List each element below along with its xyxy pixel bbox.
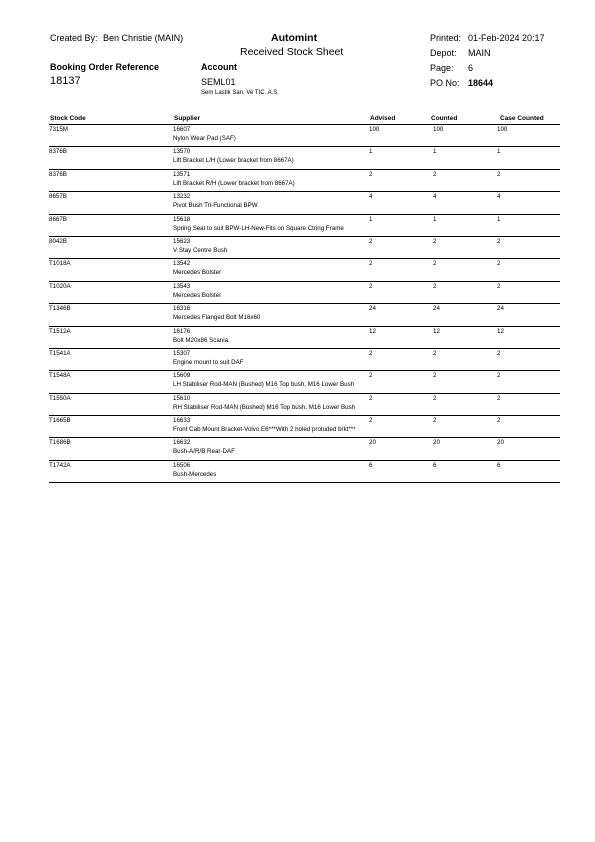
counted-cell: 4 [433, 192, 497, 214]
printed-value: 01-Feb-2024 20:17 [468, 33, 545, 43]
case-counted-cell: 20 [497, 438, 560, 460]
stock-code-cell: T1512A [49, 326, 173, 348]
company-name: Automint [271, 32, 318, 44]
supplier-cell [173, 438, 369, 460]
item-description: Engine mount to suit DAF [173, 358, 244, 366]
stock-code-cell: 8042B [49, 236, 173, 258]
item-description: Nylon Wear Pad (SAF) [173, 135, 236, 142]
stock-code-cell: T1742A [49, 460, 173, 482]
advised-cell: 6 [369, 460, 433, 482]
case-counted-cell: 2 [497, 416, 560, 438]
table-row [49, 147, 560, 169]
supplier-cell [173, 169, 369, 191]
printed-label: Printed: [430, 33, 462, 43]
supplier-code: 13571 [173, 170, 191, 178]
created-by-label: Created By: [50, 33, 98, 43]
item-description: Pivot Bush Tri-Functional BPW [173, 202, 258, 210]
advised-cell: 100 [369, 125, 433, 147]
item-description: Mercedes Bolster [173, 269, 222, 277]
item-description: RH Stabiliser Rod-MAN (Bushed) M16 Top bush, M16 Lower Bush [173, 403, 356, 411]
counted-cell: 20 [433, 438, 497, 460]
supplier-cell [173, 371, 369, 393]
case-counted-cell: 2 [497, 236, 560, 258]
stock-code-cell: 8376B [49, 147, 173, 169]
item-description: V Stay Centre Bush [173, 246, 228, 254]
advised-cell: 2 [369, 371, 433, 393]
stock-code-cell: T1686B [49, 438, 173, 460]
table-row [49, 236, 560, 258]
table-row [49, 169, 560, 191]
account-code: SEML01 [201, 77, 236, 87]
supplier-code: 16316 [173, 305, 191, 313]
case-counted-cell: 1 [497, 214, 560, 236]
table-row [49, 460, 560, 482]
supplier-code: 16607 [173, 126, 191, 133]
account-name: Sem Lastik San. Ve TIC. A.S. [201, 90, 279, 96]
item-description: Lift Bracket L/H (Lower bracket from 8667A) [173, 157, 294, 165]
po-label: PO No: [430, 78, 460, 88]
stock-table [49, 125, 560, 483]
page-number: 6 [468, 63, 474, 73]
booking-ref-label: Booking Order Reference [50, 62, 160, 72]
supplier-code: 16506 [173, 461, 191, 469]
supplier-code: 15307 [173, 349, 191, 357]
supplier-code: 13543 [173, 282, 191, 290]
counted-cell: 2 [433, 236, 497, 258]
col-advised: Advised [370, 115, 396, 122]
case-counted-cell: 100 [497, 125, 560, 147]
item-description: Front Cab Mount Bracket-Volvo E6***With 2 holed protuded brkt*** [173, 426, 356, 434]
depot-value: MAIN [468, 48, 491, 58]
advised-cell: 2 [369, 416, 433, 438]
advised-cell: 1 [369, 147, 433, 169]
counted-cell: 1 [433, 214, 497, 236]
counted-cell: 2 [433, 416, 497, 438]
table-row [49, 371, 560, 393]
supplier-cell [173, 281, 369, 303]
stock-code-cell: T1020A [49, 281, 173, 303]
account-label: Account [201, 62, 237, 72]
advised-cell: 2 [369, 348, 433, 370]
advised-cell: 2 [369, 281, 433, 303]
col-stock-code: Stock Code [50, 115, 86, 122]
supplier-code: 16633 [173, 417, 191, 425]
supplier-cell [173, 192, 369, 214]
case-counted-cell: 2 [497, 259, 560, 281]
supplier-code: 15623 [173, 237, 191, 245]
table-row [49, 416, 560, 438]
table-row [49, 348, 560, 370]
table-row [49, 393, 560, 415]
stock-code-cell: T1548A [49, 371, 173, 393]
supplier-cell [173, 416, 369, 438]
stock-code-cell: 8657B [49, 192, 173, 214]
counted-cell: 1 [433, 147, 497, 169]
counted-cell: 2 [433, 393, 497, 415]
stock-code-cell: T1665B [49, 416, 173, 438]
supplier-code: 15610 [173, 394, 191, 402]
col-counted: Counted [431, 115, 458, 122]
supplier-code: 15609 [173, 372, 191, 380]
advised-cell: 1 [369, 214, 433, 236]
stock-code-cell: T1541A [49, 348, 173, 370]
stock-code-cell: 7315M [49, 125, 173, 147]
counted-cell: 6 [433, 460, 497, 482]
counted-cell: 2 [433, 371, 497, 393]
advised-cell: 4 [369, 192, 433, 214]
supplier-code: 16632 [173, 439, 191, 447]
advised-cell: 24 [369, 304, 433, 326]
counted-cell: 2 [433, 348, 497, 370]
stock-code-cell: 8376B [49, 169, 173, 191]
col-case-counted: Case Counted [500, 115, 544, 122]
stock-code-cell: 8667B [49, 214, 173, 236]
advised-cell: 12 [369, 326, 433, 348]
created-by-value: Ben Christie (MAIN) [103, 33, 184, 43]
supplier-code: 13232 [173, 193, 191, 201]
advised-cell: 20 [369, 438, 433, 460]
supplier-cell [173, 259, 369, 281]
supplier-cell [173, 236, 369, 258]
case-counted-cell: 24 [497, 304, 560, 326]
item-description: Bush-A/R/B Rear-DAF [173, 448, 235, 456]
item-description: Lift Bracket R/H (Lower bracket from 8667A) [173, 179, 295, 187]
table-row [49, 438, 560, 460]
counted-cell: 24 [433, 304, 497, 326]
table-row [49, 125, 560, 147]
po-number: 18644 [468, 78, 494, 88]
supplier-cell [173, 393, 369, 415]
supplier-code: 16176 [173, 327, 191, 335]
item-description: Mercedes Bolster [173, 291, 222, 299]
table-row [49, 259, 560, 281]
depot-label: Depot: [430, 48, 457, 58]
supplier-cell [173, 460, 369, 482]
supplier-cell [173, 304, 369, 326]
item-description: Spring Seat to suit BPW-LH-New-Fits on Square Ctring Frame [173, 224, 344, 232]
stock-code-cell: T1018A [49, 259, 173, 281]
document-title: Received Stock Sheet [240, 46, 344, 58]
case-counted-cell: 1 [497, 147, 560, 169]
supplier-code: 13542 [173, 260, 191, 268]
advised-cell: 2 [369, 169, 433, 191]
supplier-cell [173, 214, 369, 236]
item-description: LH Stabiliser Rod-MAN (Bushed) M16 Top bush, M16 Lower Bush [173, 381, 355, 389]
case-counted-cell: 6 [497, 460, 560, 482]
stock-code-cell: T1346B [49, 304, 173, 326]
supplier-cell [173, 147, 369, 169]
supplier-code: 15618 [173, 215, 191, 223]
table-row [49, 326, 560, 348]
case-counted-cell: 2 [497, 169, 560, 191]
supplier-cell [173, 125, 369, 147]
case-counted-cell: 4 [497, 192, 560, 214]
case-counted-cell: 12 [497, 326, 560, 348]
booking-ref-value: 18137 [50, 75, 81, 87]
supplier-code: 13570 [173, 148, 191, 156]
advised-cell: 2 [369, 393, 433, 415]
item-description: Bush-Mercedes [173, 470, 217, 478]
counted-cell: 100 [433, 125, 497, 147]
counted-cell: 12 [433, 326, 497, 348]
case-counted-cell: 2 [497, 393, 560, 415]
table-row [49, 281, 560, 303]
created-by [50, 33, 183, 43]
case-counted-cell: 2 [497, 348, 560, 370]
page-label: Page: [430, 63, 454, 73]
table-row [49, 304, 560, 326]
stock-code-cell: T1550A [49, 393, 173, 415]
counted-cell: 2 [433, 169, 497, 191]
col-supplier: Supplier [174, 115, 201, 122]
counted-cell: 2 [433, 259, 497, 281]
item-description: Bolt M20x86 Scania. [173, 336, 230, 344]
advised-cell: 2 [369, 259, 433, 281]
counted-cell: 2 [433, 281, 497, 303]
table-row [49, 214, 560, 236]
supplier-cell [173, 326, 369, 348]
supplier-cell [173, 348, 369, 370]
case-counted-cell: 2 [497, 281, 560, 303]
advised-cell: 2 [369, 236, 433, 258]
case-counted-cell: 2 [497, 371, 560, 393]
item-description: Mercedes Flanged Bolt M16x60 [173, 314, 261, 322]
table-row [49, 192, 560, 214]
